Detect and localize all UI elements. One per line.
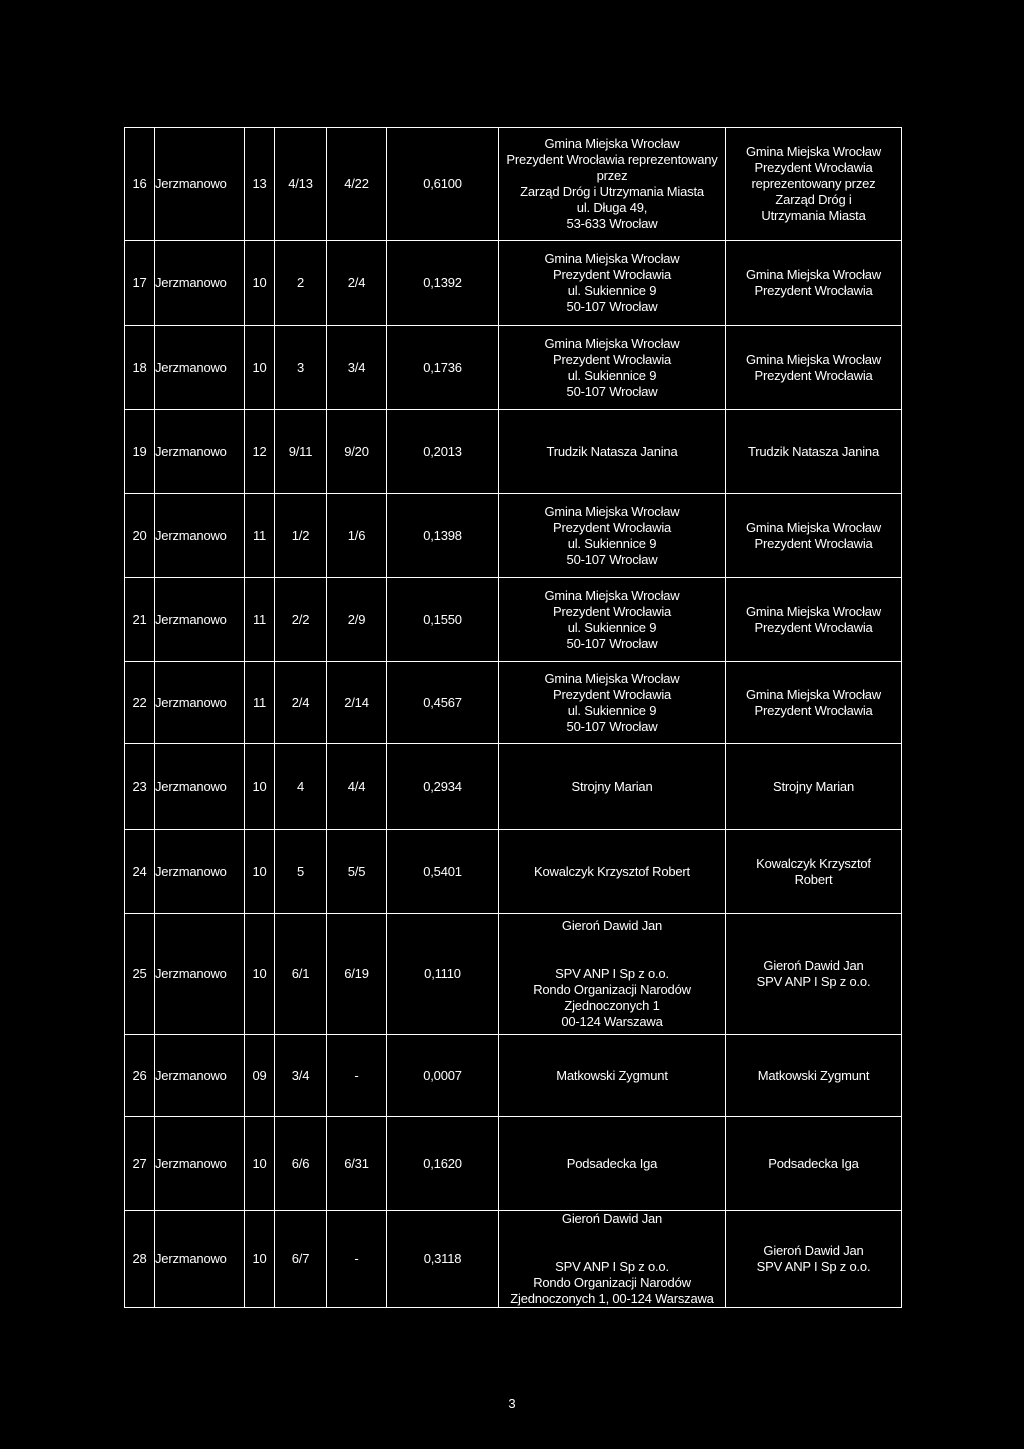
row-plot-after: 1/6 <box>327 494 387 578</box>
row-area: 0,6100 <box>387 128 499 241</box>
table-row <box>125 914 902 1035</box>
row-place: Jerzmanowo <box>155 128 245 241</box>
row-sheet: 13 <box>245 128 275 241</box>
row-number: 26 <box>125 1035 155 1117</box>
row-owner: Gmina Miejska Wrocław Prezydent Wrocławia reprezentowany przez Zarząd Dróg i Utrzymania Miasta ul. Długa 49, 53-633 Wrocław <box>499 128 726 241</box>
table-row <box>125 326 902 410</box>
table-row <box>125 410 902 494</box>
row-sheet: 10 <box>245 1211 275 1308</box>
row-place: Jerzmanowo <box>155 410 245 494</box>
row-plot-after: - <box>327 1035 387 1117</box>
row-place: Jerzmanowo <box>155 830 245 914</box>
row-sheet: 12 <box>245 410 275 494</box>
row-area: 0,1398 <box>387 494 499 578</box>
row-manager: Podsadecka Iga <box>726 1117 902 1211</box>
row-area: 0,1620 <box>387 1117 499 1211</box>
row-number: 22 <box>125 662 155 744</box>
row-owner: Gmina Miejska Wrocław Prezydent Wrocławia ul. Sukiennice 9 50-107 Wrocław <box>499 326 726 410</box>
row-manager: Kowalczyk Krzysztof Robert <box>726 830 902 914</box>
parcel-table-body <box>125 128 902 1308</box>
row-plot-after: 4/22 <box>327 128 387 241</box>
row-plot-after: 2/9 <box>327 578 387 662</box>
row-place: Jerzmanowo <box>155 1211 245 1308</box>
row-number: 25 <box>125 914 155 1035</box>
row-number: 23 <box>125 744 155 830</box>
table-row <box>125 1035 902 1117</box>
row-plot-before: 5 <box>275 830 327 914</box>
row-manager: Gmina Miejska Wrocław Prezydent Wrocławia <box>726 662 902 744</box>
row-manager: Gmina Miejska Wrocław Prezydent Wrocławia <box>726 326 902 410</box>
row-plot-after: 3/4 <box>327 326 387 410</box>
row-plot-after: 6/19 <box>327 914 387 1035</box>
row-manager: Gieroń Dawid Jan SPV ANP I Sp z o.o. <box>726 914 902 1035</box>
row-plot-before: 3 <box>275 326 327 410</box>
row-owner: Trudzik Natasza Janina <box>499 410 726 494</box>
row-area: 0,3118 <box>387 1211 499 1308</box>
row-plot-after: 2/4 <box>327 241 387 326</box>
row-plot-after: 6/31 <box>327 1117 387 1211</box>
row-manager: Gmina Miejska Wrocław Prezydent Wrocławia <box>726 578 902 662</box>
row-plot-before: 2/4 <box>275 662 327 744</box>
row-manager: Gieroń Dawid Jan SPV ANP I Sp z o.o. <box>726 1211 902 1308</box>
row-owner: Gieroń Dawid Jan SPV ANP I Sp z o.o. Rondo Organizacji Narodów Zjednoczonych 1, 00-124 Warszawa <box>499 1211 726 1308</box>
row-place: Jerzmanowo <box>155 578 245 662</box>
row-place: Jerzmanowo <box>155 914 245 1035</box>
table-row <box>125 128 902 241</box>
row-number: 18 <box>125 326 155 410</box>
row-sheet: 10 <box>245 241 275 326</box>
row-plot-after: 2/14 <box>327 662 387 744</box>
row-manager: Gmina Miejska Wrocław Prezydent Wrocławia <box>726 494 902 578</box>
table-row <box>125 744 902 830</box>
row-owner: Kowalczyk Krzysztof Robert <box>499 830 726 914</box>
row-plot-before: 6/7 <box>275 1211 327 1308</box>
row-owner: Gmina Miejska Wrocław Prezydent Wrocławia ul. Sukiennice 9 50-107 Wrocław <box>499 578 726 662</box>
row-place: Jerzmanowo <box>155 494 245 578</box>
row-area: 0,1736 <box>387 326 499 410</box>
row-sheet: 09 <box>245 1035 275 1117</box>
row-sheet: 11 <box>245 662 275 744</box>
row-place: Jerzmanowo <box>155 241 245 326</box>
row-plot-before: 6/6 <box>275 1117 327 1211</box>
row-sheet: 11 <box>245 494 275 578</box>
row-area: 0,1110 <box>387 914 499 1035</box>
row-plot-after: 4/4 <box>327 744 387 830</box>
row-area: 0,2013 <box>387 410 499 494</box>
row-area: 0,5401 <box>387 830 499 914</box>
row-manager: Strojny Marian <box>726 744 902 830</box>
row-number: 16 <box>125 128 155 241</box>
row-plot-before: 4 <box>275 744 327 830</box>
table-row <box>125 241 902 326</box>
row-number: 28 <box>125 1211 155 1308</box>
row-plot-before: 3/4 <box>275 1035 327 1117</box>
row-place: Jerzmanowo <box>155 744 245 830</box>
table-row <box>125 1117 902 1211</box>
row-area: 0,0007 <box>387 1035 499 1117</box>
row-plot-before: 6/1 <box>275 914 327 1035</box>
row-plot-before: 9/11 <box>275 410 327 494</box>
row-manager: Matkowski Zygmunt <box>726 1035 902 1117</box>
row-sheet: 11 <box>245 578 275 662</box>
row-place: Jerzmanowo <box>155 1035 245 1117</box>
row-sheet: 10 <box>245 326 275 410</box>
row-place: Jerzmanowo <box>155 326 245 410</box>
table-row <box>125 578 902 662</box>
row-place: Jerzmanowo <box>155 662 245 744</box>
row-area: 0,1392 <box>387 241 499 326</box>
row-owner: Gmina Miejska Wrocław Prezydent Wrocławia ul. Sukiennice 9 50-107 Wrocław <box>499 241 726 326</box>
page-number: 3 <box>508 1396 516 1411</box>
row-owner: Gmina Miejska Wrocław Prezydent Wrocławia ul. Sukiennice 9 50-107 Wrocław <box>499 662 726 744</box>
row-number: 19 <box>125 410 155 494</box>
row-plot-before: 1/2 <box>275 494 327 578</box>
row-sheet: 10 <box>245 914 275 1035</box>
table-row <box>125 494 902 578</box>
row-plot-before: 2/2 <box>275 578 327 662</box>
row-owner: Podsadecka Iga <box>499 1117 726 1211</box>
row-owner: Matkowski Zygmunt <box>499 1035 726 1117</box>
row-number: 24 <box>125 830 155 914</box>
row-number: 20 <box>125 494 155 578</box>
row-place: Jerzmanowo <box>155 1117 245 1211</box>
row-owner: Strojny Marian <box>499 744 726 830</box>
row-plot-before: 2 <box>275 241 327 326</box>
parcel-table <box>124 127 902 1308</box>
row-area: 0,2934 <box>387 744 499 830</box>
row-manager: Gmina Miejska Wrocław Prezydent Wrocławia reprezentowany przez Zarząd Dróg i Utrzymania Miasta <box>726 128 902 241</box>
row-plot-before: 4/13 <box>275 128 327 241</box>
row-number: 27 <box>125 1117 155 1211</box>
row-manager: Gmina Miejska Wrocław Prezydent Wrocławia <box>726 241 902 326</box>
row-owner: Gieroń Dawid Jan SPV ANP I Sp z o.o. Rondo Organizacji Narodów Zjednoczonych 1 00-124 Warszawa <box>499 914 726 1035</box>
row-manager: Trudzik Natasza Janina <box>726 410 902 494</box>
row-sheet: 10 <box>245 830 275 914</box>
row-plot-after: 9/20 <box>327 410 387 494</box>
row-sheet: 10 <box>245 744 275 830</box>
row-plot-after: 5/5 <box>327 830 387 914</box>
table-row <box>125 662 902 744</box>
row-number: 17 <box>125 241 155 326</box>
table-row <box>125 830 902 914</box>
row-number: 21 <box>125 578 155 662</box>
row-area: 0,4567 <box>387 662 499 744</box>
row-sheet: 10 <box>245 1117 275 1211</box>
table-row <box>125 1211 902 1308</box>
row-area: 0,1550 <box>387 578 499 662</box>
row-plot-after: - <box>327 1211 387 1308</box>
row-owner: Gmina Miejska Wrocław Prezydent Wrocławia ul. Sukiennice 9 50-107 Wrocław <box>499 494 726 578</box>
